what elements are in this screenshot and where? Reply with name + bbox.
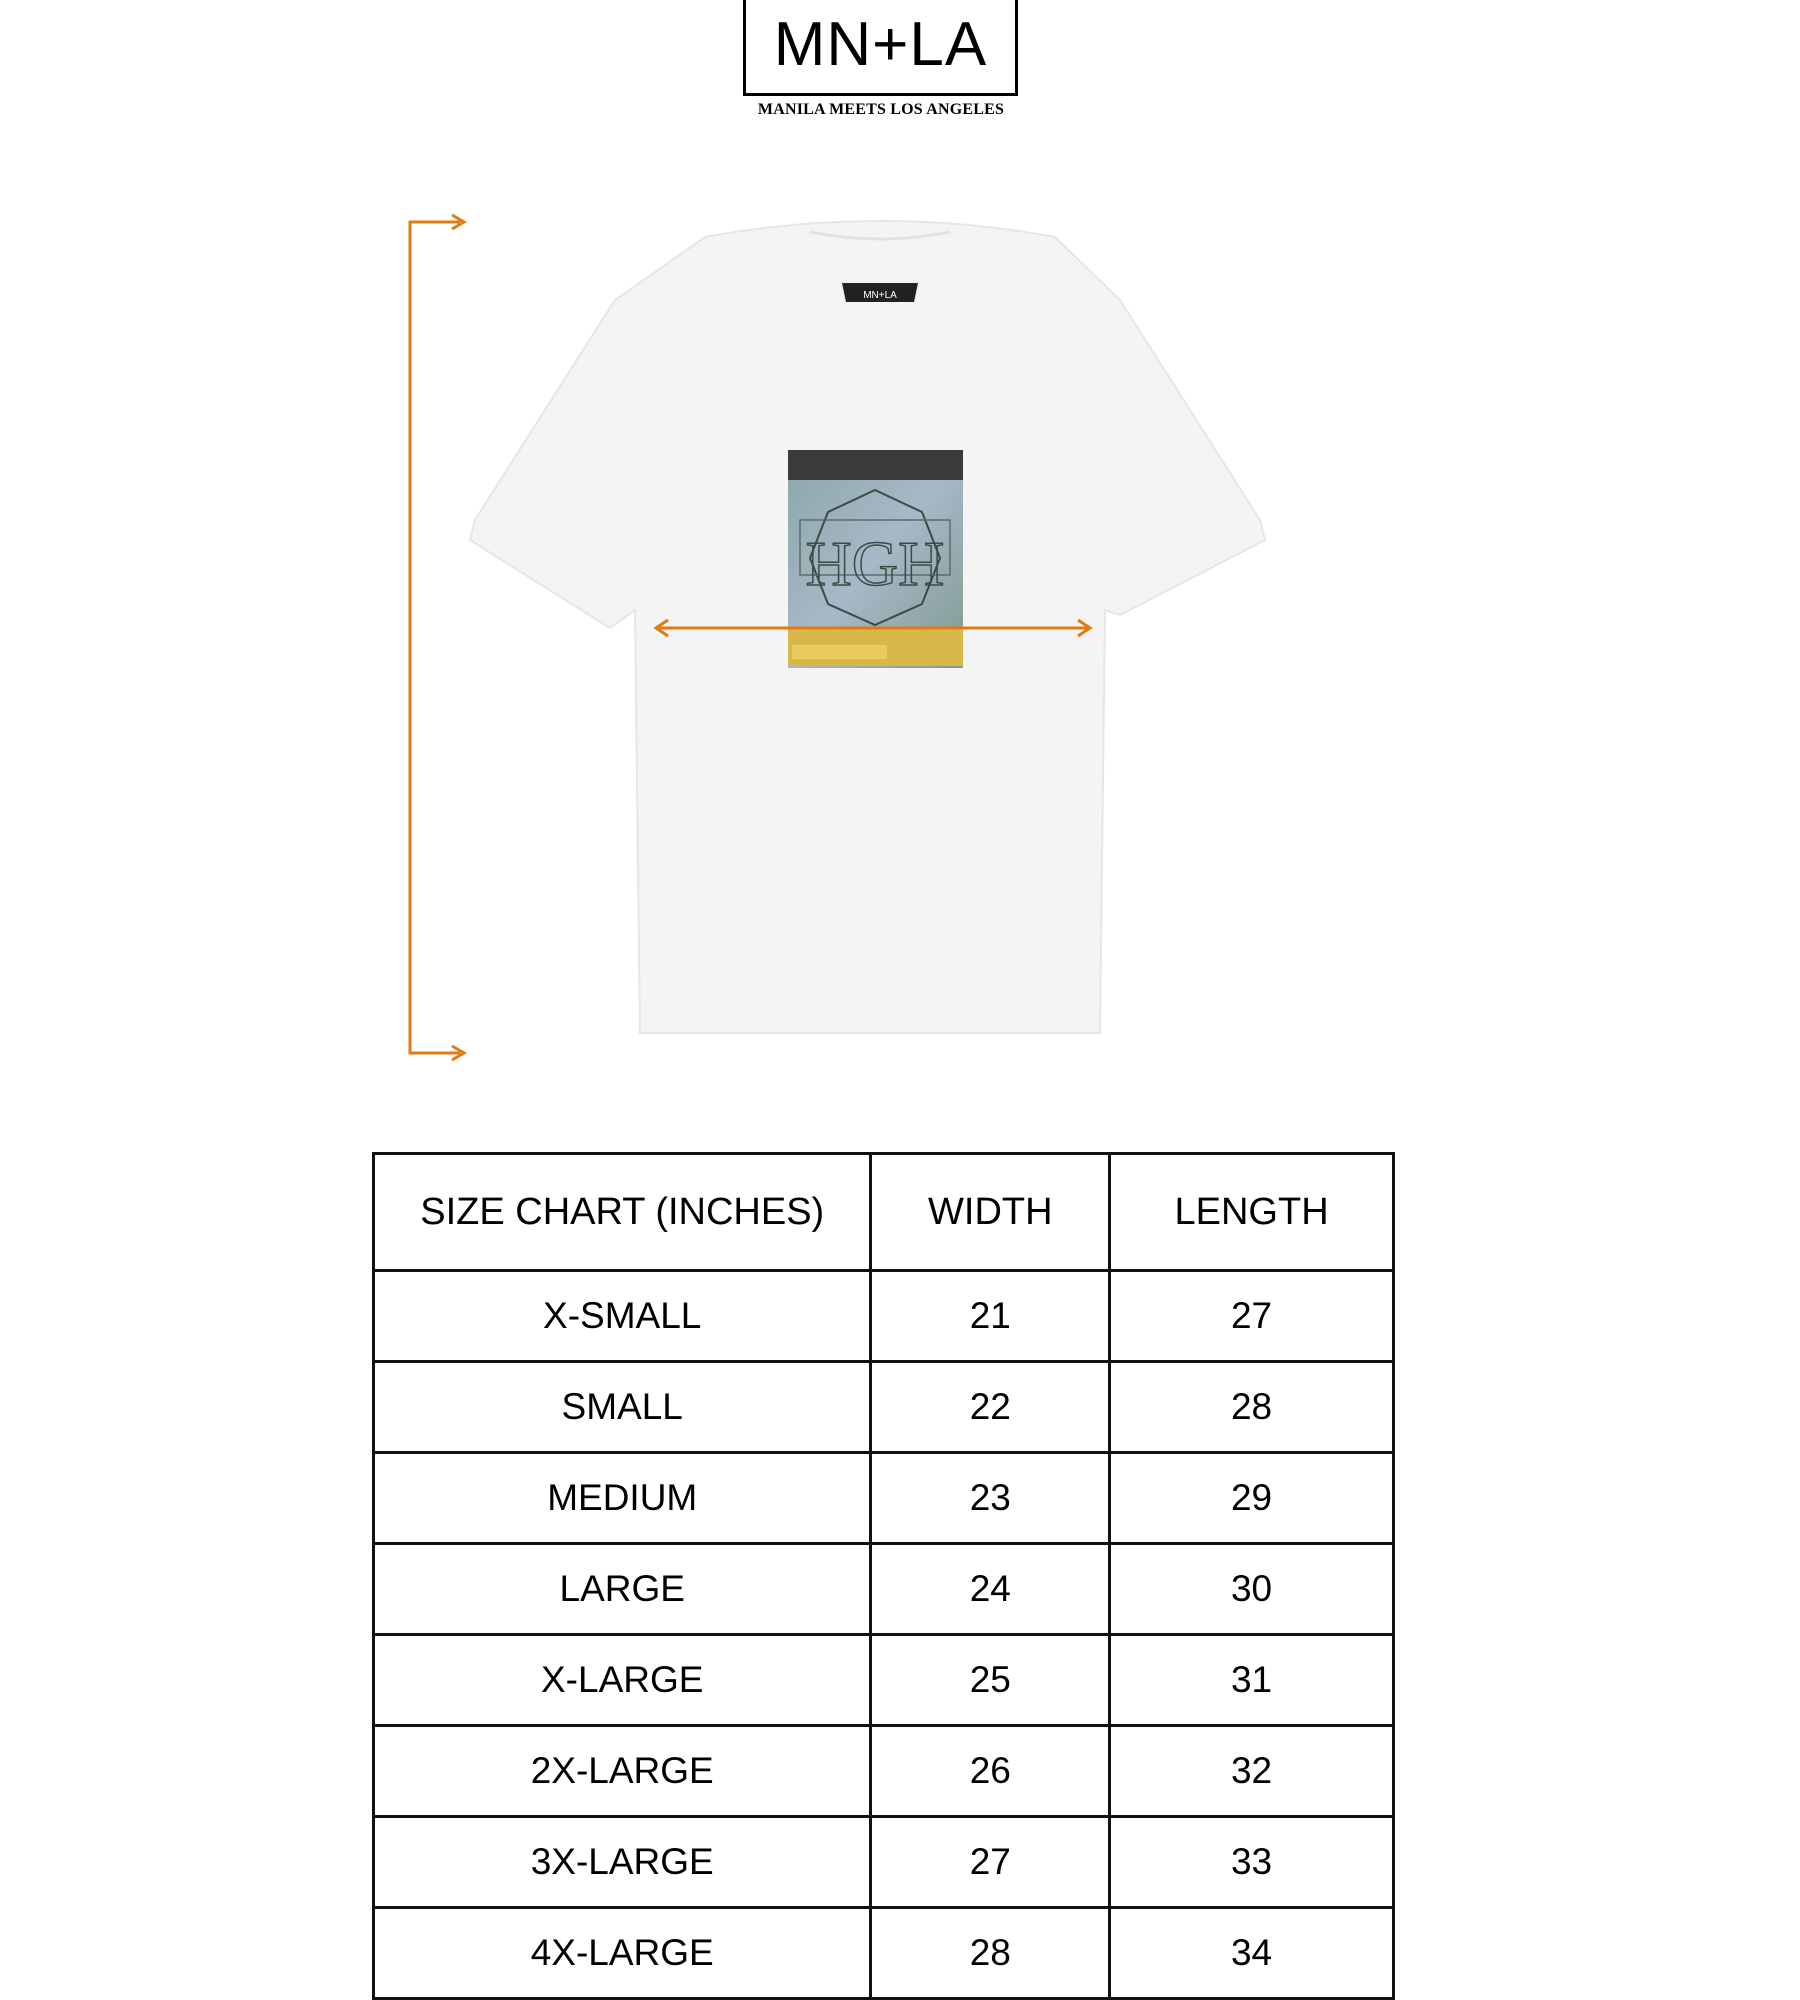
header-length: LENGTH bbox=[1110, 1154, 1394, 1271]
table-row bbox=[374, 1908, 1394, 1999]
size-cell: LARGE bbox=[374, 1544, 871, 1635]
table-row bbox=[374, 1726, 1394, 1817]
header-width: WIDTH bbox=[871, 1154, 1110, 1271]
table-row bbox=[374, 1453, 1394, 1544]
length-cell: 31 bbox=[1110, 1635, 1394, 1726]
size-cell: 4X-LARGE bbox=[374, 1908, 871, 1999]
width-cell: 24 bbox=[871, 1544, 1110, 1635]
length-cell: 33 bbox=[1110, 1817, 1394, 1908]
table-row bbox=[374, 1635, 1394, 1726]
width-cell: 26 bbox=[871, 1726, 1110, 1817]
neck-label-text: MN+LA bbox=[863, 290, 897, 301]
length-cell: 27 bbox=[1110, 1271, 1394, 1362]
size-cell: MEDIUM bbox=[374, 1453, 871, 1544]
width-cell: 23 bbox=[871, 1453, 1110, 1544]
size-chart-table bbox=[372, 1152, 1395, 2000]
width-cell: 27 bbox=[871, 1817, 1110, 1908]
size-cell: X-LARGE bbox=[374, 1635, 871, 1726]
length-cell: 30 bbox=[1110, 1544, 1394, 1635]
width-cell: 22 bbox=[871, 1362, 1110, 1453]
table-row bbox=[374, 1544, 1394, 1635]
size-chart-header-row bbox=[374, 1154, 1394, 1271]
brand-tagline: MANILA MEETS LOS ANGELES bbox=[757, 101, 1005, 118]
size-cell: X-SMALL bbox=[374, 1271, 871, 1362]
length-cell: 28 bbox=[1110, 1362, 1394, 1453]
logo-wordmark: MN+LA bbox=[773, 9, 988, 79]
shirt-graphic-print bbox=[788, 450, 963, 668]
width-cell: 21 bbox=[871, 1271, 1110, 1362]
table-row bbox=[374, 1271, 1394, 1362]
length-cell: 32 bbox=[1110, 1726, 1394, 1817]
table-row bbox=[374, 1362, 1394, 1453]
table-row bbox=[374, 1817, 1394, 1908]
size-cell: SMALL bbox=[374, 1362, 871, 1453]
length-cell: 29 bbox=[1110, 1453, 1394, 1544]
svg-text:HGH: HGH bbox=[805, 528, 945, 599]
length-measure-arrow bbox=[410, 215, 464, 1060]
length-cell: 34 bbox=[1110, 1908, 1394, 1999]
width-cell: 28 bbox=[871, 1908, 1110, 1999]
size-cell: 2X-LARGE bbox=[374, 1726, 871, 1817]
header-size-chart: SIZE CHART (INCHES) bbox=[374, 1154, 871, 1271]
width-cell: 25 bbox=[871, 1635, 1110, 1726]
size-cell: 3X-LARGE bbox=[374, 1817, 871, 1908]
